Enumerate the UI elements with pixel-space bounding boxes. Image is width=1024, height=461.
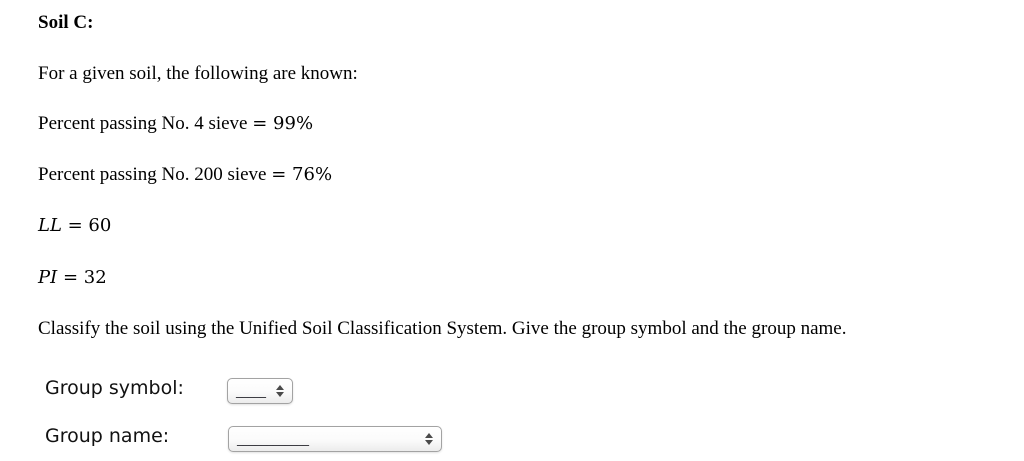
equation-ll-variable: LL	[38, 215, 62, 236]
fact-sieve-4-text: Percent passing No. 4 sieve	[38, 113, 253, 134]
fact-sieve-4	[38, 112, 313, 135]
equation-pi	[38, 266, 107, 290]
arrow-up-icon	[276, 385, 284, 390]
group-name-select[interactable]	[228, 426, 442, 452]
instruction-text: Classify the soil using the Unified Soil Classification System. Give the group symbol and the group name.	[38, 318, 847, 339]
fact-sieve-4-value: = 99%	[252, 113, 314, 134]
equation-ll-value: = 60	[61, 215, 112, 236]
equation-ll	[38, 214, 111, 238]
arrow-down-icon	[425, 440, 433, 445]
equation-pi-value: = 32	[57, 267, 107, 288]
fact-sieve-200-value: = 76%	[271, 164, 333, 185]
fact-sieve-200	[38, 163, 332, 186]
equation-pi-variable: PI	[38, 267, 58, 288]
arrow-down-icon	[276, 392, 284, 397]
group-name-label: Group name:	[45, 425, 170, 447]
group-symbol-label: Group symbol:	[45, 377, 184, 399]
page-title: Soil C:	[38, 12, 94, 33]
arrow-up-icon	[425, 433, 433, 438]
select-stepper-icon	[425, 433, 433, 445]
intro-text: For a given soil, the following are known:	[38, 63, 358, 84]
group-symbol-select[interactable]	[227, 378, 293, 404]
group-symbol-select-value: _____	[236, 384, 266, 398]
fact-sieve-200-text: Percent passing No. 200 sieve	[38, 164, 272, 185]
group-name-select-value: ____________	[237, 432, 309, 446]
select-stepper-icon	[276, 385, 284, 397]
